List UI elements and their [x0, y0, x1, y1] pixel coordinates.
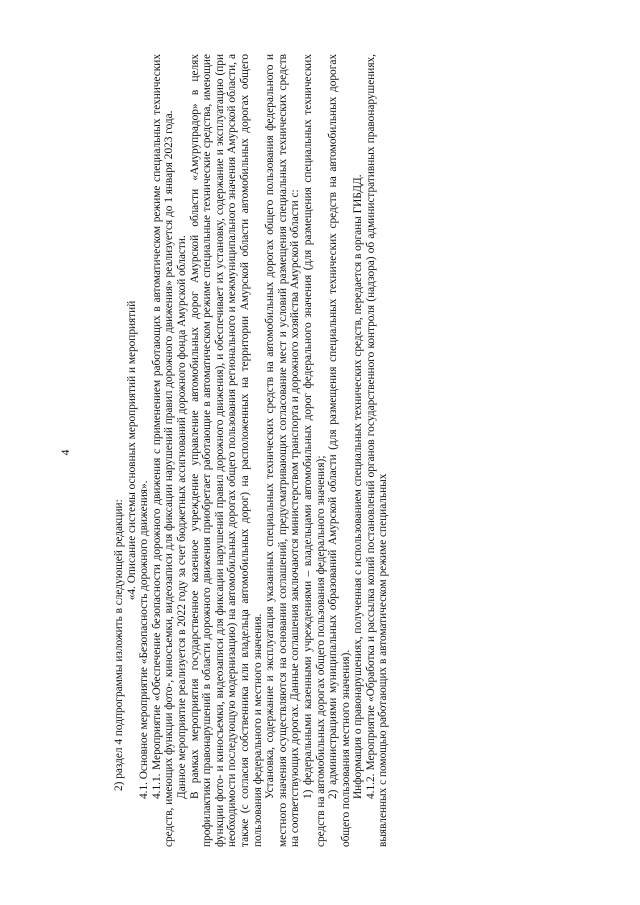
paragraph-information: Информация о правонарушениях, полученная с использованием специальных технических средств, передается в органы ГИБДД. — [352, 174, 365, 799]
page-number: 4 — [58, 449, 72, 456]
paragraph-4-1-1: 4.1.1. Мероприятие «Обеспечение безопасности дорожного движения с применением работающих в автоматическом режиме специальных технических средств, имеющих функции фото-, киносъемки, видеозаписи для фиксации нарушений правил дорожного движения» реализуется до 1 января 2023 года. — [150, 54, 176, 847]
list-item-2: 2) администрациями муниципальных образований Амурской области (для размещения специальных технических средств на автомобильных дорогах общего пользования местного значения). — [327, 54, 352, 847]
amendment-intro: 2) раздел 4 подпрограммы изложить в следующей редакции: — [113, 499, 125, 791]
paragraph-4-1: 4.1. Основное мероприятие «Безопасность дорожного движения». — [138, 480, 151, 799]
paragraph-funding: Данное мероприятие реализуется в 2022 году за счет бюджетных ассигнований дорожного фонда Амурской области. — [175, 235, 188, 799]
section-heading: «4. Описание системы основных мероприятий и мероприятий — [125, 300, 138, 601]
paragraph-framework: В рамках мероприятия государственное казенное учреждение управление автомобильных дорог Амурской области «Амурупрадор» в целях профилактики правонарушений в области дорожного движения приобретает работающие в автоматическом режиме специальные технические средства, имеющие функции фото- и киносъемки, видеозаписи для фиксации нарушений правил дорожного движения), и обеспечивает их установку, содержание и эксплуатацию (при необходимости последующую модернизацию) на автомобильных дорогах общего пользования регионального и межмуниципального значения Амурской области, а также (с согласия собственника или владельца автомобильных дорог) на расположенных на территории Амурской области автомобильных дорогах общего пользования федерального и местного значения. — [188, 54, 264, 847]
list-item-1: 1) федеральными казенными учреждениями – владельцами автомобильных дорог федерального значения (для размещения специальных технических средств на автомобильных дорогах общего пользования федерального значения); — [301, 54, 327, 847]
document-body — [113, 54, 390, 847]
paragraph-4-1-2: 4.1.2. Мероприятие «Обработка и рассылка копий постановлений органов государственного контроля (надзора) об административных правонарушениях, выявленных с помощью работающих в автоматическом режиме специальных — [364, 54, 390, 847]
paragraph-installation: Установка, содержание и эксплуатация указанных специальных технических средств на автомобильных дорогах общего пользования федерального и местного значения осуществляются на основании соглашений, предусматривающих согласование мест и условий размещения специальных технических средств на соответствующих дорогах. Данные соглашения заключаются министерством транспорта и дорожного хозяйства Амурской области с: — [264, 54, 302, 847]
